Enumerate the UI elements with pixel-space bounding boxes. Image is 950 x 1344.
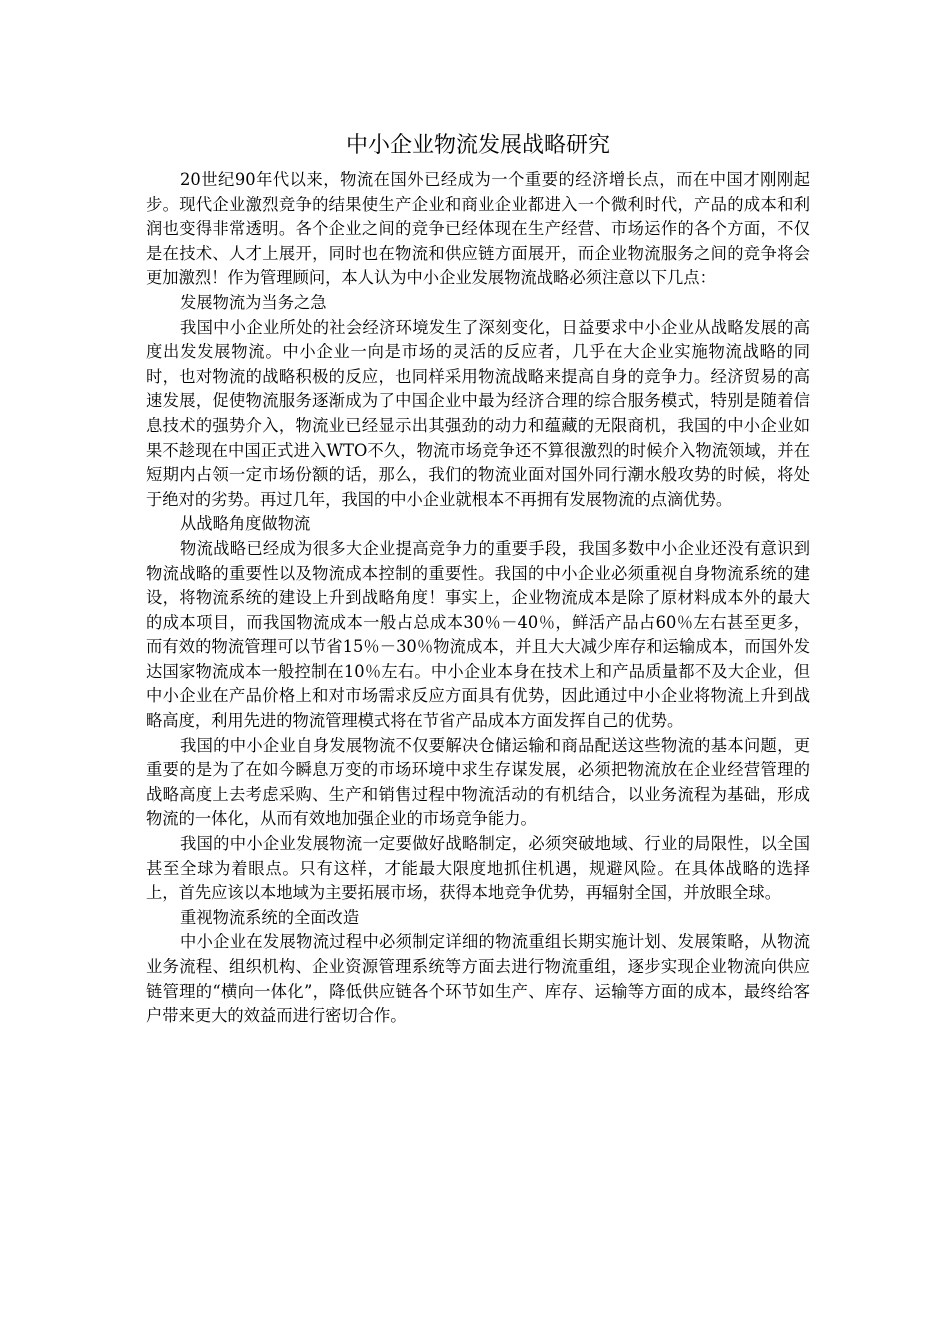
section3-paragraph-1: 中小企业在发展物流过程中必须制定详细的物流重组长期实施计划、发展策略，从物流业务流程、组织机构、企业资源管理系统等方面去进行物流重组，逐步实现企业物流向供应链管理的“横向一体化”，降低供应链各个环节如生产、库存、运输等方面的成本，最终给客户带来更大的效益而进行密切合作。 bbox=[146, 932, 810, 1026]
intro-paragraph: 20世纪90年代以来，物流在国外已经成为一个重要的经济增长点，而在中国才刚刚起步。现代企业激烈竞争的结果使生产企业和商业企业都进入一个微利时代，产品的成本和利润也变得非常透明。各个企业之间的竞争已经体现在生产经营、市场运作的各个方面，不仅是在技术、人才上展开，同时也在物流和供应链方面展开，而企业物流服务之间的竞争将会更加激烈！作为管理顾问，本人认为中小企业发展物流战略必须注意以下几点： bbox=[146, 170, 810, 288]
document-page bbox=[146, 128, 810, 1029]
section1-paragraph-1: 我国中小企业所处的社会经济环境发生了深刻变化，日益要求中小企业从战略发展的高度出发发展物流。中小企业一向是市场的灵活的反应者，几乎在大企业实施物流战略的同时，也对物流的战略积极的反应，也同样采用物流战略来提高自身的竞争力。经济贸易的高速发展，促使物流服务逐渐成为了中国企业中最为经济合理的综合服务模式，特别是随着信息技术的强势介入，物流业已经显示出其强劲的动力和蕴藏的无限商机，我国的中小企业如果不趁现在中国正式进入WTO不久，物流市场竞争还不算很激烈的时候介入物流领域，并在短期内占领一定市场份额的话，那么，我们的物流业面对国外同行潮水般攻势的时候，将处于绝对的劣势。再过几年，我国的中小企业就根本不再拥有发展物流的点滴优势。 bbox=[146, 317, 810, 509]
document-title: 中小企业物流发展战略研究 bbox=[345, 133, 610, 158]
section2-paragraph-1: 物流战略已经成为很多大企业提高竞争力的重要手段，我国多数中小企业还没有意识到物流战略的重要性以及物流成本控制的重要性。我国的中小企业必须重视自身物流系统的建设，将物流系统的建设上升到战略角度！事实上，企业物流成本是除了原材料成本外的最大的成本项目，而我国物流成本一般占总成本30％－40％，鲜活产品占60％左右甚至更多，而有效的物流管理可以节省15％－30％物流成本，并且大大减少库存和运输成本，而国外发达国家物流成本一般控制在10％左右。中小企业本身在技术上和产品质量都不及大企业，但中小企业在产品价格上和对市场需求反应方面具有优势，因此通过中小企业将物流上升到战略高度，利用先进的物流管理模式将在节省产品成本方面发挥自己的优势。 bbox=[146, 538, 810, 731]
section2-paragraph-2: 我国的中小企业自身发展物流不仅要解决仓储运输和商品配送这些物流的基本问题，更重要的是为了在如今瞬息万变的市场环境中求生存谋发展，必须把物流放在企业经营管理的战略高度上去考虑采购、生产和销售过程中物流活动的有机结合，以业务流程为基础，形成物流的一体化，从而有效地加强企业的市场竞争能力。 bbox=[146, 735, 810, 829]
section-heading-3: 重视物流系统的全面改造 bbox=[180, 907, 360, 927]
section2-paragraph-3: 我国的中小企业发展物流一定要做好战略制定，必须突破地域、行业的局限性，以全国甚至全球为着眼点。只有这样，才能最大限度地抓住机遇，规避风险。在具体战略的选择上，首先应该以本地域为主要拓展市场，获得本地竞争优势，再辐射全国，并放眼全球。 bbox=[146, 834, 810, 903]
section-heading-1: 发展物流为当务之急 bbox=[180, 292, 327, 312]
section-heading-2: 从战略角度做物流 bbox=[180, 514, 311, 534]
